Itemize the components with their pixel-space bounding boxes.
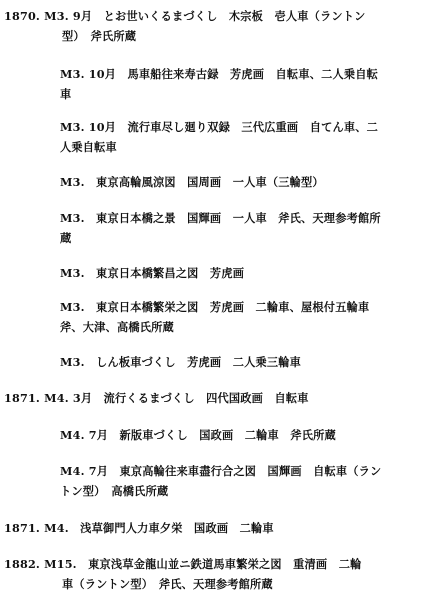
entry-m3-shinban [60, 352, 301, 372]
entry-line: M3. 東京日本橋繁栄之図 芳虎画 二輪車、屋根付五輪車 [60, 300, 370, 314]
entry-line: M3. しん板車づくし 芳虎画 二人乗三輪車 [60, 355, 302, 369]
entry-line: M4. 7月 東京高輪往来車盡行合之図 国輝画 自転車（ラン [60, 464, 382, 478]
entry-m3-oct-basha [60, 64, 378, 104]
entry-1882-m15 [4, 554, 361, 594]
entry-line: M3. 東京日本橋之景 国輝画 一人車 斧氏、天理参考館所 [60, 211, 381, 225]
entry-line: 1871. M4. 浅草御門人力車夕栄 国政画 二輪車 [4, 521, 274, 535]
entry-line-continued: 型） 斧氏所蔵 [62, 29, 137, 43]
entry-line: M3. 10月 流行車尽し廻り双録 三代広重画 自てん車、二 [60, 120, 379, 134]
entry-m3-nihonbashi-hanjo [60, 263, 244, 283]
entry-line-continued: 人乗自転車 [60, 140, 117, 154]
entry-line: M3. 10月 馬車船往来寿古録 芳虎画 自転車、二人乗自転 [60, 67, 379, 81]
entry-1870-m3-sep [4, 6, 366, 46]
entry-line: M4. 7月 新版車づくし 国政画 二輪車 斧氏所蔵 [60, 428, 336, 442]
entry-line: 1882. M15. 東京浅草金龍山並ニ鉄道馬車繁栄之図 重清画 二輪 [4, 557, 362, 571]
entry-line-continued: 蔵 [60, 231, 72, 245]
entry-m4-jul-takanawa [60, 461, 381, 501]
entry-line-continued: 車（ラントン型） 斧氏、天理参考館所蔵 [62, 577, 273, 591]
entry-line-continued: 斧、大津、高橋氏所蔵 [60, 320, 174, 334]
entry-line: 1870. M3. 9月 とお世いくるまづくし 木宗板 壱人車（ラントン [4, 9, 366, 23]
entry-m3-nihonbashi-kei [60, 208, 381, 248]
entry-m3-oct-ryuko [60, 117, 378, 157]
entry-line-continued: トン型） 高橋氏所蔵 [60, 484, 169, 498]
entry-line: M3. 東京高輪風涼図 国周画 一人車（三輪型） [60, 175, 324, 189]
entry-line: 1871. M4. 3月 流行くるまづくし 四代国政画 自転車 [4, 391, 309, 405]
entry-m4-jul-shinpan [60, 425, 336, 445]
entry-m3-nihonbashi-hanei [60, 297, 369, 337]
entry-line-continued: 車 [60, 87, 72, 101]
entry-m3-takanawa [60, 172, 324, 192]
entry-1871-m4-mar [4, 388, 309, 408]
entry-line: M3. 東京日本橋繁昌之図 芳虎画 [60, 266, 245, 280]
entry-1871-m4-asakusa [4, 518, 274, 538]
